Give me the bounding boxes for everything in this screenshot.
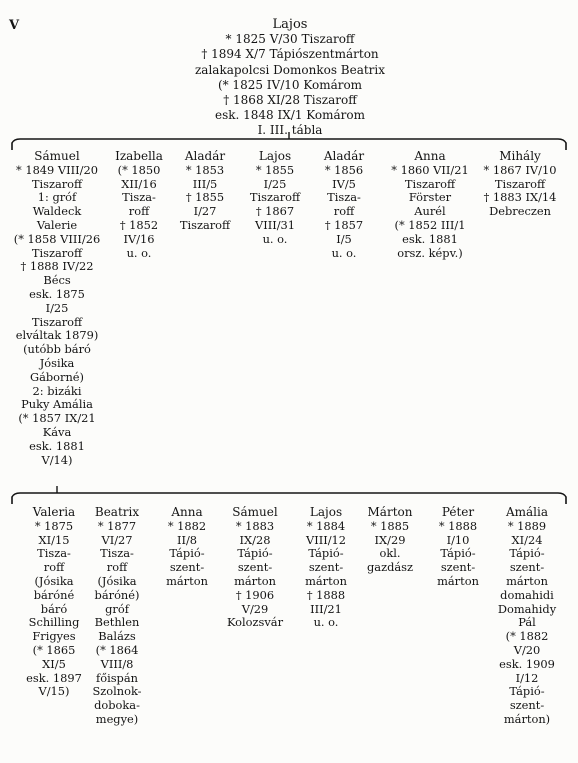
progenitor-line: (* 1825 IV/10 Komárom bbox=[217, 77, 363, 92]
person-name: Valeria bbox=[32, 505, 76, 519]
person-detail-line: Förster bbox=[408, 190, 452, 205]
person-detail-line: Tiszaroff bbox=[494, 176, 546, 191]
person-detail-line: V/15) bbox=[38, 684, 70, 699]
person-entry bbox=[353, 506, 427, 575]
person-detail-line: (* 1865 bbox=[32, 642, 76, 657]
person-detail-line: báróné) bbox=[94, 587, 140, 602]
person-detail-line: 2: bizáki bbox=[32, 383, 82, 398]
person-detail-line: szent- bbox=[308, 560, 344, 575]
person-name: Anna bbox=[171, 505, 203, 519]
person-detail-line: * 1885 bbox=[370, 518, 410, 533]
person-detail-line: roff bbox=[128, 204, 150, 219]
person-name: Márton bbox=[367, 505, 413, 519]
progenitor-line: † 1868 XI/28 Tiszaroff bbox=[223, 93, 357, 108]
person-detail-line: Tiszaroff bbox=[31, 314, 83, 329]
person-detail-line: * 1867 IV/10 bbox=[483, 162, 557, 177]
person-detail-line: IX/29 bbox=[374, 532, 406, 547]
person-detail-line: Debreczen bbox=[489, 204, 551, 219]
person-detail-line: I/25 bbox=[45, 300, 69, 315]
person-detail-line: * 1849 VIII/20 bbox=[16, 162, 98, 177]
person-detail-line: u. o. bbox=[262, 231, 288, 246]
person-detail-line: V/29 bbox=[241, 601, 269, 616]
person-detail-line: domahidi bbox=[500, 587, 554, 602]
person-detail-line: † 1906 bbox=[235, 587, 275, 602]
person-detail-line: esk. 1897 bbox=[26, 670, 82, 685]
person-detail-line: okl. bbox=[379, 546, 401, 561]
person-detail-line: Tápió- bbox=[308, 546, 344, 561]
person-detail-line: Tápió- bbox=[169, 546, 205, 561]
person-entry bbox=[421, 506, 495, 589]
person-detail-line: szent- bbox=[237, 560, 273, 575]
person-name: Aladár bbox=[323, 149, 365, 163]
person-detail-line: Gáborné) bbox=[29, 369, 84, 384]
person-detail-line: u. o. bbox=[331, 245, 357, 260]
person-detail-line: (* 1864 bbox=[95, 642, 139, 657]
person-detail-line: III/21 bbox=[310, 601, 342, 616]
person-detail-line: Balázs bbox=[98, 629, 136, 644]
person-detail-line: I/27 bbox=[193, 204, 217, 219]
person-name: Sámuel bbox=[232, 505, 278, 519]
person-entry bbox=[296, 150, 392, 260]
person-detail-line: * 1877 bbox=[97, 518, 137, 533]
person-detail-line: gazdász bbox=[366, 560, 413, 575]
person-detail-line: Puky Amália bbox=[21, 397, 93, 412]
person-entry bbox=[490, 506, 564, 727]
person-detail-line: Tiszaroff bbox=[404, 176, 456, 191]
person-name: Lajos bbox=[309, 505, 343, 519]
person-detail-line: V/20 bbox=[513, 642, 541, 657]
person-detail-line: * 1860 VII/21 bbox=[391, 162, 469, 177]
person-detail-line: Pál bbox=[518, 615, 536, 630]
person-name: Péter bbox=[441, 505, 475, 519]
person-detail-line: márton bbox=[166, 573, 208, 588]
person-detail-line: esk. 1875 bbox=[29, 286, 85, 301]
person-detail-line: IV/5 bbox=[332, 176, 356, 191]
person-detail-line: * 1855 bbox=[255, 162, 295, 177]
person-detail-line: Jósika bbox=[39, 355, 75, 370]
person-detail-line: (* 1857 IX/21 bbox=[18, 411, 96, 426]
person-detail-line: Valerie bbox=[36, 217, 78, 232]
person-detail-line: márton bbox=[234, 573, 276, 588]
person-detail-line: u. o. bbox=[126, 245, 152, 260]
person-detail-line: * 1856 bbox=[324, 162, 364, 177]
person-detail-line: (Jósika bbox=[34, 573, 74, 588]
person-name: Izabella bbox=[115, 149, 163, 163]
person-detail-line: VIII/31 bbox=[254, 217, 296, 232]
person-detail-line: szent- bbox=[509, 698, 545, 713]
person-name: Lajos bbox=[258, 149, 292, 163]
person-entry bbox=[218, 506, 292, 630]
person-detail-line: I/25 bbox=[263, 176, 287, 191]
person-detail-line: (utóbb báró bbox=[23, 342, 91, 357]
person-detail-line: † 1867 bbox=[255, 204, 295, 219]
progenitor-line: * 1825 V/30 Tiszaroff bbox=[225, 32, 355, 47]
person-detail-line: † 1888 bbox=[306, 587, 346, 602]
person-entry bbox=[150, 506, 224, 589]
person-detail-line: Tisza- bbox=[122, 190, 156, 205]
person-detail-line: Tiszaroff bbox=[31, 176, 83, 191]
person-detail-line: * 1875 bbox=[34, 518, 74, 533]
person-detail-line: Waldeck bbox=[32, 204, 82, 219]
person-detail-line: doboka- bbox=[94, 698, 140, 713]
person-detail-line: roff bbox=[43, 560, 65, 575]
person-detail-line: III/5 bbox=[192, 176, 218, 191]
person-detail-line: (* 1850 bbox=[117, 162, 161, 177]
person-detail-line: Tápió- bbox=[509, 684, 545, 699]
person-detail-line: megye) bbox=[95, 711, 139, 726]
progenitor-line: I. III. tábla bbox=[257, 123, 323, 138]
person-detail-line: főispán bbox=[96, 670, 138, 685]
person-detail-line: márton bbox=[437, 573, 479, 588]
person-detail-line: 1: gróf bbox=[37, 190, 77, 205]
person-detail-line: XI/15 bbox=[38, 532, 70, 547]
person-detail-line: (Jósika bbox=[97, 573, 137, 588]
person-detail-line: Frigyes bbox=[32, 629, 76, 644]
person-detail-line: VI/27 bbox=[101, 532, 133, 547]
person-name: Mihály bbox=[499, 149, 541, 163]
person-detail-line: * 1888 bbox=[438, 518, 478, 533]
person-detail-line: Tiszaroff bbox=[31, 245, 83, 260]
person-detail-line: (* 1882 bbox=[505, 629, 549, 644]
person-detail-line: esk. 1881 bbox=[402, 231, 458, 246]
person-detail-line: † 1857 bbox=[324, 217, 364, 232]
person-detail-line: Tápió- bbox=[237, 546, 273, 561]
person-detail-line: VIII/12 bbox=[305, 532, 347, 547]
person-name: Anna bbox=[414, 149, 446, 163]
person-detail-line: szent- bbox=[440, 560, 476, 575]
person-detail-line: Káva bbox=[42, 424, 72, 439]
progenitor-line: † 1894 X/7 Tápiószentmárton bbox=[201, 47, 379, 62]
person-name: Amália bbox=[505, 505, 549, 519]
person-detail-line: báró bbox=[40, 601, 68, 616]
person-detail-line: * 1853 bbox=[185, 162, 225, 177]
person-detail-line: (* 1858 VIII/26 bbox=[13, 231, 101, 246]
person-detail-line: IX/28 bbox=[239, 532, 271, 547]
person-detail-line: Tisza- bbox=[100, 546, 134, 561]
person-detail-line: elváltak 1879) bbox=[15, 328, 99, 343]
progenitor-line: esk. 1848 IX/1 Komárom bbox=[214, 108, 366, 123]
person-detail-line: † 1855 bbox=[185, 190, 225, 205]
person-detail-line: Kolozsvár bbox=[226, 615, 284, 630]
person-name: Beatrix bbox=[94, 505, 140, 519]
person-entry bbox=[382, 150, 478, 260]
person-detail-line: II/8 bbox=[176, 532, 198, 547]
person-detail-line: I/12 bbox=[515, 670, 539, 685]
page-number: V bbox=[9, 18, 20, 33]
person-detail-line: * 1882 bbox=[167, 518, 207, 533]
person-detail-line: roff bbox=[106, 560, 128, 575]
person-detail-line: Bécs bbox=[43, 273, 71, 288]
person-entry bbox=[472, 150, 568, 219]
person-detail-line: Aurél bbox=[414, 204, 446, 219]
person-detail-line: szent- bbox=[509, 560, 545, 575]
person-detail-line: esk. 1881 bbox=[29, 438, 85, 453]
person-detail-line: * 1883 bbox=[235, 518, 275, 533]
person-detail-line: orsz. képv.) bbox=[397, 245, 463, 260]
person-detail-line: u. o. bbox=[313, 615, 339, 630]
person-detail-line: Domahidy bbox=[497, 601, 557, 616]
person-detail-line: XI/24 bbox=[511, 532, 543, 547]
progenitor-name: Lajos bbox=[272, 17, 308, 32]
person-detail-line: márton) bbox=[503, 711, 551, 726]
person-detail-line: Tápió- bbox=[509, 546, 545, 561]
person-detail-line: Bethlen bbox=[94, 615, 140, 630]
person-detail-line: † 1883 IX/14 bbox=[483, 190, 557, 205]
person-detail-line: esk. 1909 bbox=[499, 656, 555, 671]
person-detail-line: † 1888 IV/22 bbox=[20, 259, 94, 274]
person-entry bbox=[80, 506, 154, 727]
person-detail-line: szent- bbox=[169, 560, 205, 575]
person-detail-line: IV/16 bbox=[123, 231, 155, 246]
person-detail-line: XI/5 bbox=[42, 656, 66, 671]
person-detail-line: VIII/8 bbox=[100, 656, 134, 671]
person-detail-line: gróf bbox=[105, 601, 129, 616]
generation2-bracket bbox=[12, 493, 566, 504]
person-detail-line: Tápió- bbox=[440, 546, 476, 561]
person-detail-line: * 1889 bbox=[507, 518, 547, 533]
person-detail-line: (* 1852 III/1 bbox=[394, 217, 466, 232]
person-detail-line: I/10 bbox=[446, 532, 470, 547]
progenitor-line: zalakapolcsi Domonkos Beatrix bbox=[194, 62, 386, 77]
person-detail-line: Tiszaroff bbox=[249, 190, 301, 205]
person-detail-line: Tisza- bbox=[327, 190, 361, 205]
person-detail-line: XII/16 bbox=[121, 176, 157, 191]
person-detail-line: Schilling bbox=[28, 615, 80, 630]
person-detail-line: Szolnok- bbox=[92, 684, 142, 699]
person-entry bbox=[289, 506, 363, 630]
person-detail-line: márton bbox=[506, 573, 548, 588]
person-detail-line: márton bbox=[305, 573, 347, 588]
person-detail-line: Tiszaroff bbox=[179, 217, 231, 232]
person-detail-line: V/14) bbox=[41, 452, 73, 467]
person-detail-line: I/5 bbox=[336, 231, 352, 246]
person-detail-line: roff bbox=[333, 204, 355, 219]
person-name: Aladár bbox=[184, 149, 226, 163]
person-detail-line: * 1884 bbox=[306, 518, 346, 533]
person-detail-line: Tisza- bbox=[37, 546, 71, 561]
person-name: Sámuel bbox=[34, 149, 80, 163]
person-detail-line: † 1852 bbox=[119, 217, 159, 232]
person-detail-line: báróné bbox=[33, 587, 75, 602]
